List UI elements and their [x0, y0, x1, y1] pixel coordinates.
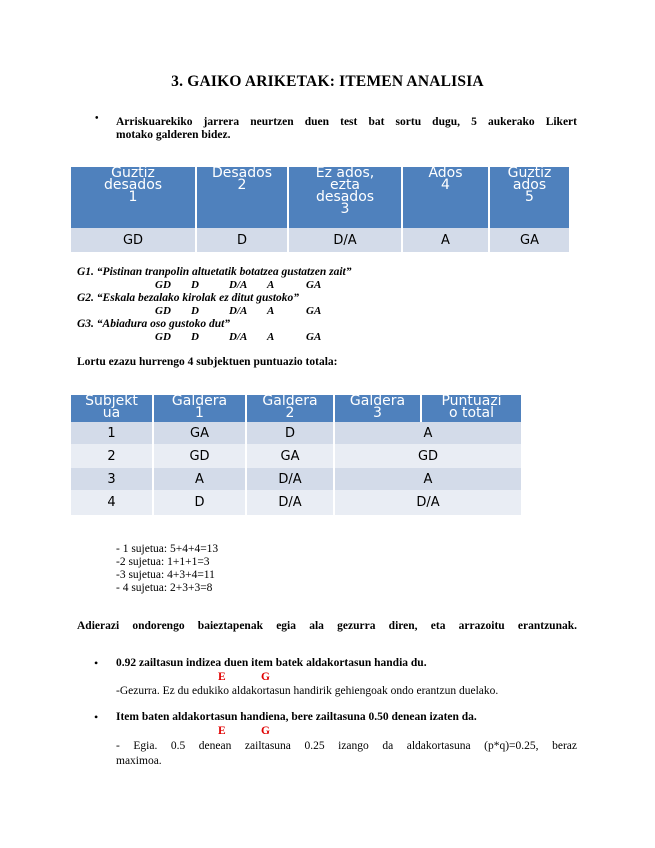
- task-text: Adierazi ondorengo baieztapenak egia ala gezurra diren, eta arrazoitu erantzunak.: [77, 620, 577, 632]
- likert-header-cell: Ados 4: [402, 167, 489, 228]
- table-cell: D/A: [246, 468, 334, 490]
- answer-option: D: [191, 305, 199, 317]
- subjects-table: [71, 395, 521, 515]
- question-g3: G3. “Abiadura oso gustoko dut”: [77, 318, 231, 330]
- intro-line-2: motako galderen bidez.: [116, 129, 231, 141]
- true-option-e: E: [218, 725, 226, 737]
- false-option-g: G: [261, 725, 270, 737]
- statement-bullet: •: [94, 656, 99, 670]
- table-cell: GA: [246, 444, 334, 468]
- table-row: [71, 444, 521, 468]
- likert-header-cell: Ez ados, ezta desados 3: [288, 167, 402, 228]
- intro-bullet: •: [95, 113, 99, 124]
- table-cell: GD: [153, 444, 246, 468]
- false-option-g: G: [261, 671, 270, 683]
- answer-option: A: [267, 305, 275, 317]
- answer-option: GA: [306, 279, 322, 291]
- subjects-header-cell: Galdera 2: [246, 395, 334, 422]
- table-cell: 3: [71, 468, 153, 490]
- question-g2: G2. “Eskala bezalako kirolak ez ditut gustoko”: [77, 292, 300, 304]
- table-cell: D: [196, 228, 288, 252]
- answer-line: - Egia. 0.5 denean zailtasuna 0.25 izango da aldakortasuna (p*q)=0.25, beraz: [116, 740, 577, 752]
- table-cell: A: [402, 228, 489, 252]
- answer-line: maximoa.: [116, 755, 162, 767]
- answer-option: D/A: [229, 331, 248, 343]
- table-cell: GA: [153, 422, 246, 444]
- table-cell: GD: [71, 228, 196, 252]
- statement-1-answer: -Gezurra. Ez du edukiko aldakortasun handirik gehiengoak ondo erantzun duelako.: [116, 685, 499, 697]
- statement-2-answer: [116, 739, 577, 769]
- answer-option: A: [267, 331, 275, 343]
- true-option-e: E: [218, 671, 226, 683]
- answer-option: GD: [155, 331, 171, 343]
- question-g1: G1. “Pistinan tranpolin altuetatik botatzea gustatzen zait”: [77, 266, 352, 278]
- answer-option: D: [191, 331, 199, 343]
- sum-line: - 4 sujetua: 2+3+3=8: [116, 582, 213, 594]
- likert-abbrev-row: [71, 228, 569, 252]
- sum-line: - 1 sujetua: 5+4+4=13: [116, 543, 219, 555]
- table-cell: A: [334, 422, 521, 444]
- intro-paragraph: [116, 116, 577, 142]
- table-cell: GA: [489, 228, 569, 252]
- subjects-header-cell: Puntuazi o total: [441, 393, 502, 421]
- table-cell: 2: [71, 444, 153, 468]
- table-cell: D/A: [246, 490, 334, 515]
- instruction-text: Lortu ezazu hurrengo 4 subjektuen puntuazio totala:: [77, 356, 338, 368]
- answer-option: D/A: [229, 279, 248, 291]
- subjects-header-row: [71, 395, 521, 422]
- subjects-header-cell: Subjekt ua: [71, 395, 153, 422]
- sum-line: -2 sujetua: 1+1+1=3: [116, 556, 210, 568]
- likert-header-cell: Guztiz ados 5: [507, 165, 552, 205]
- answer-option: GA: [306, 305, 322, 317]
- answer-option: D/A: [229, 305, 248, 317]
- table-cell: D: [153, 490, 246, 515]
- statement-bullet: •: [94, 710, 99, 724]
- answer-option: A: [267, 279, 275, 291]
- table-cell: D/A: [288, 228, 402, 252]
- answer-option: GD: [155, 305, 171, 317]
- statement-1-text: 0.92 zailtasun indizea duen item batek aldakortasun handia du.: [116, 657, 427, 669]
- table-cell: A: [334, 468, 521, 490]
- table-row: [71, 422, 521, 444]
- likert-header-row: [71, 167, 569, 228]
- table-row: [71, 468, 521, 490]
- table-cell: GD: [334, 444, 521, 468]
- page-title: 3. GAIKO ARIKETAK: ITEMEN ANALISIA: [171, 73, 484, 90]
- statement-2-text: Item baten aldakortasun handiena, bere zailtasuna 0.50 denean izaten da.: [116, 711, 477, 723]
- likert-header-cell: Guztiz desados 1: [71, 167, 196, 228]
- answer-options-g1: [0, 279, 655, 293]
- answer-option: GA: [306, 331, 322, 343]
- sum-line: -3 sujetua: 4+3+4=11: [116, 569, 215, 581]
- answer-option: D: [191, 279, 199, 291]
- likert-scale-table: [71, 167, 569, 252]
- table-cell: D: [246, 422, 334, 444]
- table-cell: A: [153, 468, 246, 490]
- table-cell: 1: [71, 422, 153, 444]
- table-cell: D/A: [334, 490, 521, 515]
- likert-header-cell: Desados 2: [196, 167, 288, 228]
- table-cell: 4: [71, 490, 153, 515]
- table-row: [71, 490, 521, 515]
- subjects-header-cell: Galdera 3: [334, 395, 421, 422]
- answer-options-g3: [0, 331, 655, 345]
- intro-line-1: Arriskuarekiko jarrera neurtzen duen test bat sortu dugu, 5 aukerako Likert: [116, 116, 577, 128]
- subjects-header-cell: Galdera 1: [153, 395, 246, 422]
- sums-list: [116, 543, 218, 595]
- answer-options-g2: [0, 305, 655, 319]
- answer-option: GD: [155, 279, 171, 291]
